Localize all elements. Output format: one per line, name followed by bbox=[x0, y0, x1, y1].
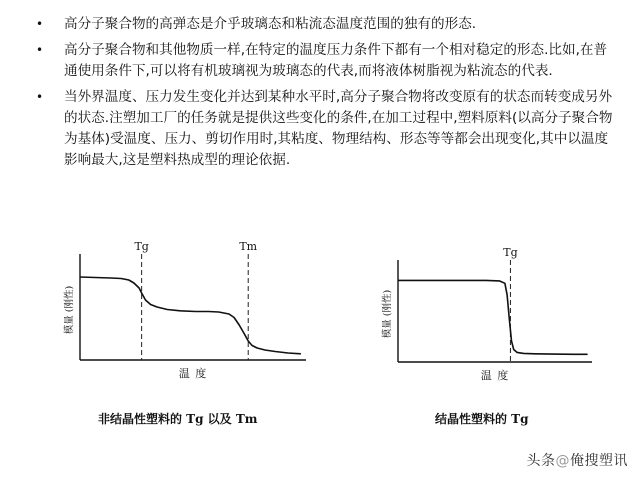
watermark-separator: @ bbox=[555, 453, 570, 469]
bullet-dot: • bbox=[36, 90, 44, 104]
marker-label-tg: Tg bbox=[503, 246, 518, 259]
bullet-item-1 bbox=[36, 14, 616, 35]
watermark-account: 俺搜塑讯 bbox=[570, 453, 628, 469]
y-axis-label: 模量 (刚性) bbox=[64, 285, 75, 335]
bullet-item-2 bbox=[36, 40, 616, 82]
x-axis-label: 温 度 bbox=[480, 369, 510, 382]
marker-label-tg: Tg bbox=[134, 240, 149, 253]
bullet-text-1: 高分子聚合物的高弹态是介乎玻璃态和粘流态温度范围的独有的形态. bbox=[64, 16, 477, 32]
bullet-dot: • bbox=[36, 17, 44, 31]
chart-amorphous bbox=[58, 232, 318, 392]
bullet-text-2: 高分子聚合物和其他物质一样,在特定的温度压力条件下都有一个相对稳定的形态.比如,在普通使用条件下,可以将有机玻璃视为玻璃态的代表,而将液体树脂视为粘流态的代表. bbox=[64, 42, 608, 79]
caption-amorphous: 非结晶性塑料的 Tg 以及 Tm bbox=[98, 412, 258, 426]
chart-crystalline-svg bbox=[376, 244, 602, 392]
modulus-curve bbox=[80, 277, 301, 354]
chart-crystalline bbox=[376, 244, 602, 392]
watermark bbox=[527, 450, 629, 470]
bullet-dot: • bbox=[36, 43, 44, 57]
bullet-item-3 bbox=[36, 87, 616, 171]
x-axis-label: 温 度 bbox=[178, 367, 208, 380]
marker-label-tm: Tm bbox=[239, 240, 258, 253]
modulus-curve bbox=[398, 280, 588, 354]
chart-amorphous-svg bbox=[58, 232, 318, 392]
y-axis-label: 模量 (刚性) bbox=[382, 289, 393, 339]
watermark-platform: 头条 bbox=[526, 453, 556, 469]
bullet-text-3: 当外界温度、压力发生变化并达到某种水平时,高分子聚合物将改变原有的状态而转变成另外的状态.注塑加工厂的任务就是提供这些变化的条件,在加工过程中,塑料原料(以高分子聚合物为基体)受温度、压力、剪切作用时,其粘度、物理结构、形态等等都会出现变化,其中以温度影响最大,这是塑料热成型的理论依据. bbox=[64, 89, 613, 168]
bullet-list bbox=[36, 14, 616, 176]
caption-crystalline: 结晶性塑料的 Tg bbox=[435, 412, 529, 426]
